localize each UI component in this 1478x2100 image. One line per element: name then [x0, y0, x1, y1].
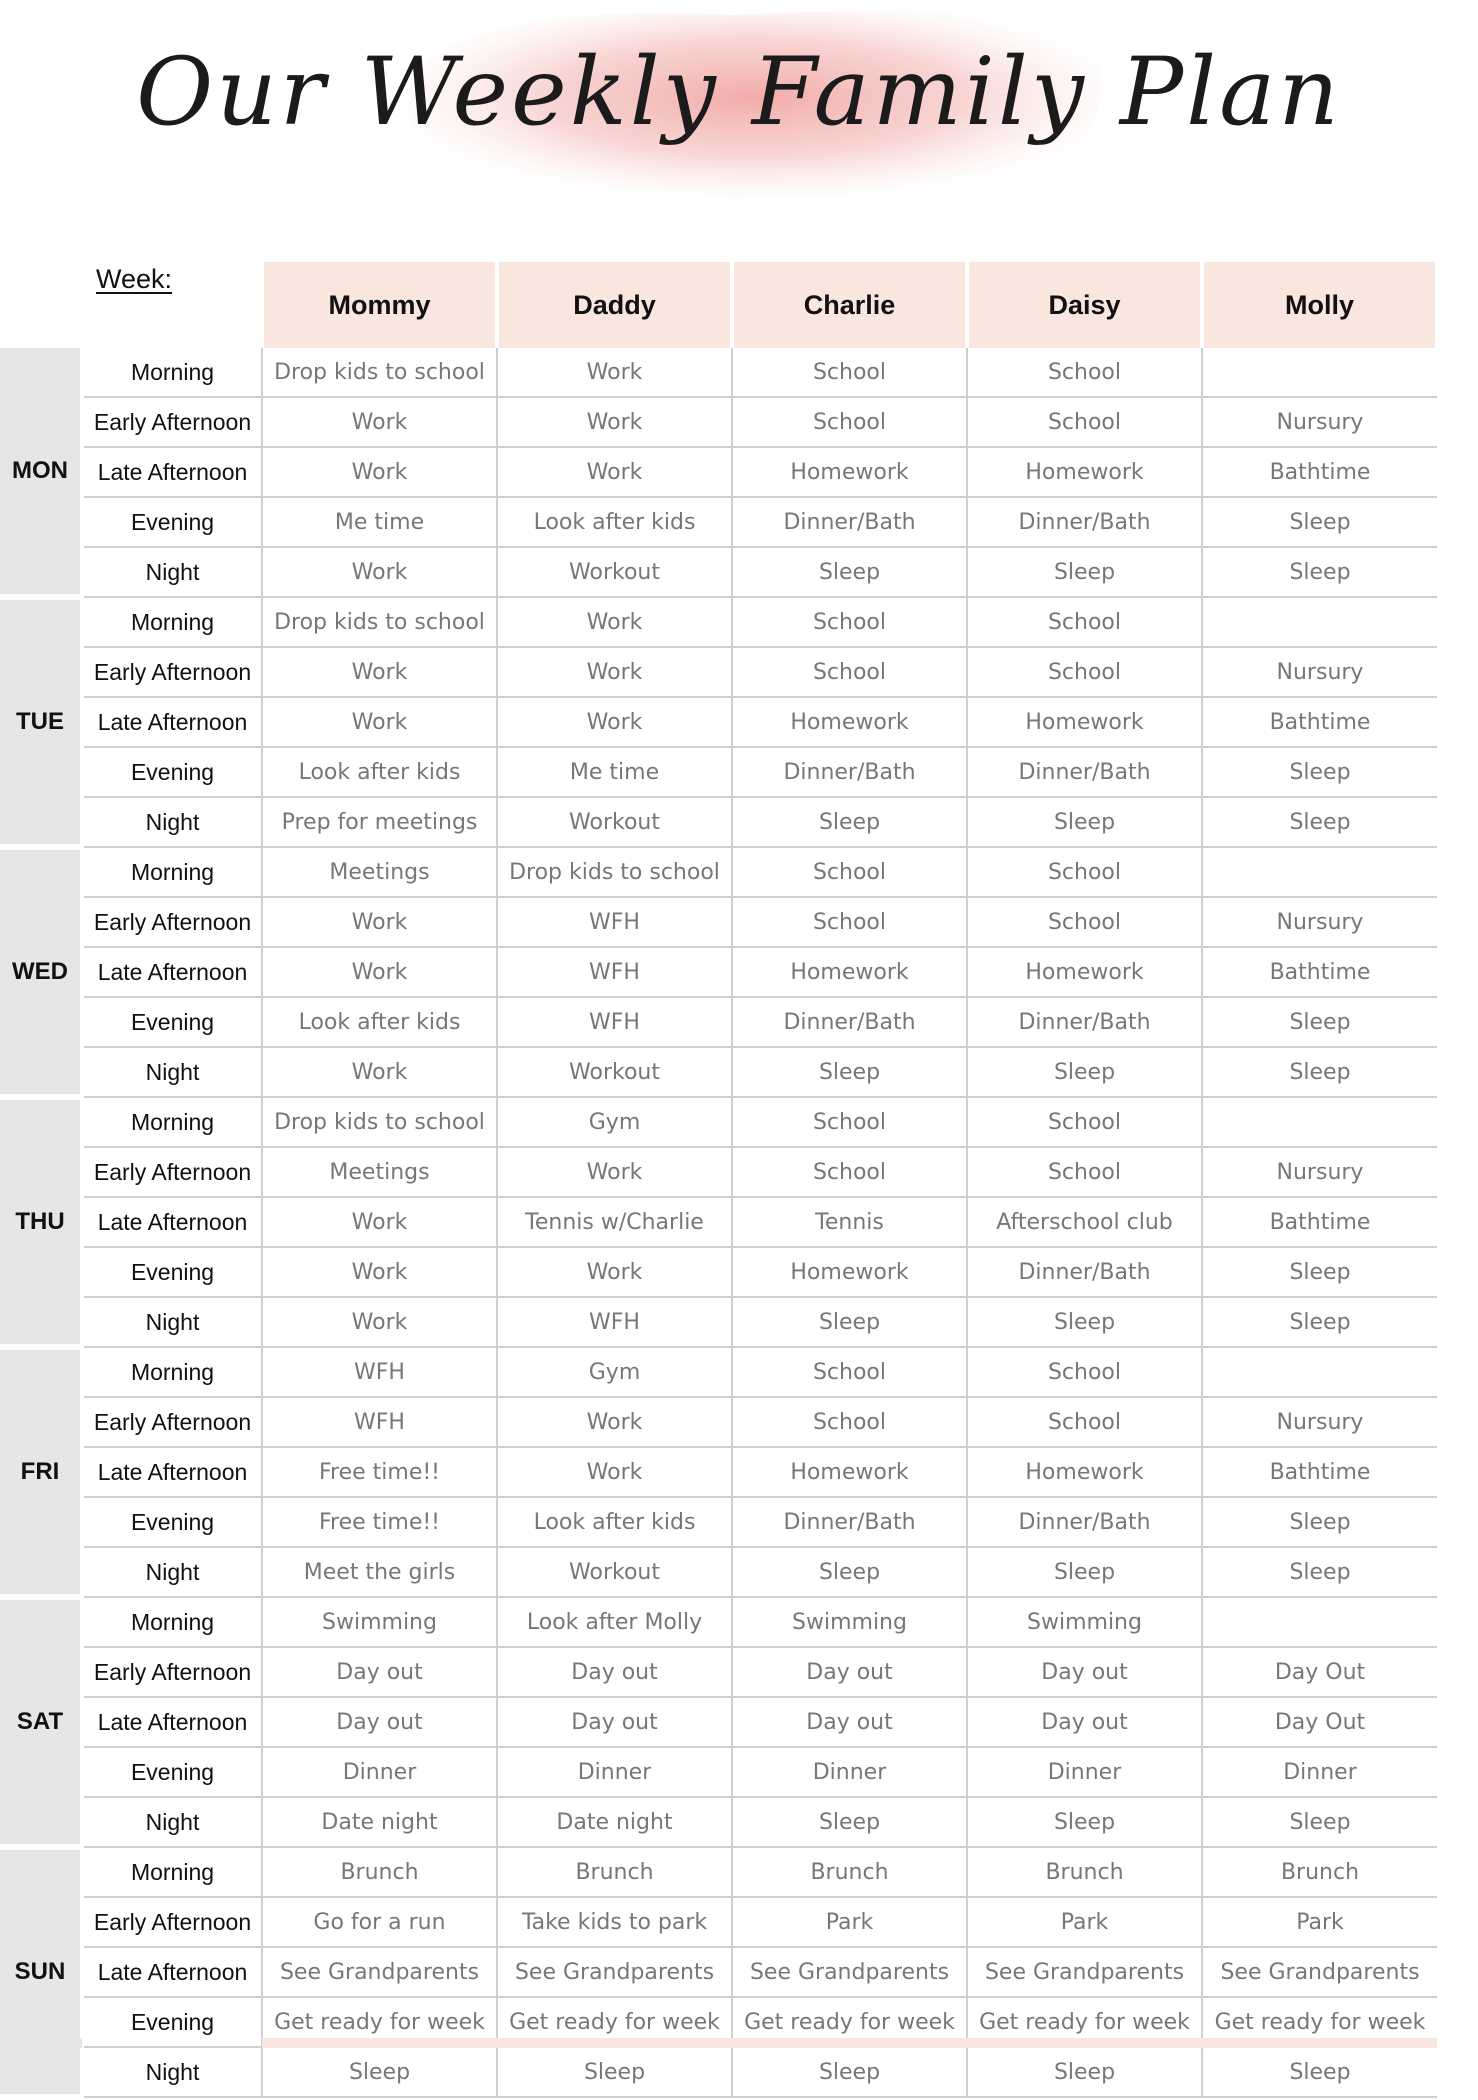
- plan-cell: Work: [262, 897, 497, 947]
- plan-cell: Drop kids to school: [262, 597, 497, 647]
- table-row: [0, 397, 1437, 447]
- plan-cell: Work: [497, 597, 732, 647]
- time-slot-label: Evening: [82, 1997, 262, 2047]
- plan-cell: School: [967, 1147, 1202, 1197]
- table-row: [0, 1547, 1437, 1597]
- time-slot-label: Morning: [82, 348, 262, 397]
- plan-cell: Sleep: [1202, 547, 1437, 597]
- plan-cell: Brunch: [497, 1847, 732, 1897]
- plan-cell: Sleep: [967, 1547, 1202, 1597]
- plan-cell: Tennis w/Charlie: [497, 1197, 732, 1247]
- plan-cell: School: [967, 897, 1202, 947]
- time-slot-label: Night: [82, 1047, 262, 1097]
- plan-cell: Park: [1202, 1897, 1437, 1947]
- time-slot-label: Early Afternoon: [82, 1647, 262, 1697]
- table-row: [0, 1497, 1437, 1547]
- plan-cell: [1202, 847, 1437, 897]
- table-row: [0, 647, 1437, 697]
- table-row: [0, 1647, 1437, 1697]
- plan-cell: Nursury: [1202, 1397, 1437, 1447]
- plan-cell: Day Out: [1202, 1697, 1437, 1747]
- time-slot-label: Evening: [82, 747, 262, 797]
- table-row: [0, 1397, 1437, 1447]
- plan-cell: [1202, 1347, 1437, 1397]
- time-slot-label: Evening: [82, 997, 262, 1047]
- time-slot-label: Late Afternoon: [82, 1947, 262, 1997]
- plan-cell: Sleep: [262, 2047, 497, 2097]
- plan-cell: Work: [497, 348, 732, 397]
- plan-cell: Nursury: [1202, 647, 1437, 697]
- plan-cell: [1202, 1597, 1437, 1647]
- plan-cell: Drop kids to school: [262, 1097, 497, 1147]
- plan-cell: Bathtime: [1202, 1197, 1437, 1247]
- time-slot-label: Night: [82, 1547, 262, 1597]
- plan-cell: See Grandparents: [262, 1947, 497, 1997]
- member-header: Charlie: [732, 262, 967, 348]
- plan-cell: WFH: [497, 897, 732, 947]
- time-slot-label: Evening: [82, 1747, 262, 1797]
- corner-cell: [82, 262, 262, 348]
- time-slot-label: Early Afternoon: [82, 1147, 262, 1197]
- table-row: [0, 847, 1437, 897]
- plan-cell: See Grandparents: [1202, 1947, 1437, 1997]
- plan-cell: Work: [497, 1447, 732, 1497]
- title-banner: [0, 0, 1478, 230]
- plan-cell: Dinner/Bath: [967, 1497, 1202, 1547]
- plan-cell: Work: [262, 1047, 497, 1097]
- week-label: Week:: [96, 264, 173, 294]
- table-row: [0, 597, 1437, 647]
- day-label: MON: [0, 348, 82, 597]
- plan-cell: Work: [262, 1197, 497, 1247]
- plan-cell: School: [732, 1397, 967, 1447]
- time-slot-label: Early Afternoon: [82, 1897, 262, 1947]
- plan-cell: Dinner: [732, 1747, 967, 1797]
- time-slot-label: Morning: [82, 1597, 262, 1647]
- plan-cell: School: [732, 597, 967, 647]
- plan-cell: School: [967, 1397, 1202, 1447]
- plan-cell: Sleep: [732, 797, 967, 847]
- table-row: [0, 1047, 1437, 1097]
- plan-cell: WFH: [262, 1347, 497, 1397]
- plan-cell: Work: [262, 547, 497, 597]
- plan-cell: See Grandparents: [497, 1947, 732, 1997]
- family-plan-table: [0, 262, 1439, 2100]
- plan-cell: Look after Molly: [497, 1597, 732, 1647]
- plan-cell: School: [732, 647, 967, 697]
- day-label: FRI: [0, 1347, 82, 1597]
- plan-cell: Sleep: [732, 1047, 967, 1097]
- plan-cell: Workout: [497, 547, 732, 597]
- plan-cell: Sleep: [1202, 747, 1437, 797]
- plan-cell: Sleep: [1202, 1047, 1437, 1097]
- plan-cell: Look after kids: [497, 497, 732, 547]
- plan-cell: School: [732, 348, 967, 397]
- plan-cell: Day out: [262, 1697, 497, 1747]
- time-slot-label: Night: [82, 1297, 262, 1347]
- plan-cell: School: [732, 847, 967, 897]
- plan-cell: Park: [967, 1897, 1202, 1947]
- time-slot-label: Morning: [82, 1847, 262, 1897]
- plan-cell: School: [967, 1347, 1202, 1397]
- plan-cell: Homework: [732, 697, 967, 747]
- plan-cell: Day out: [732, 1697, 967, 1747]
- plan-cell: Me time: [262, 497, 497, 547]
- plan-cell: Homework: [732, 447, 967, 497]
- plan-cell: Workout: [497, 1547, 732, 1597]
- time-slot-label: Night: [82, 1797, 262, 1847]
- table-row: [0, 1797, 1437, 1847]
- table-row: [0, 547, 1437, 597]
- plan-cell: Homework: [732, 947, 967, 997]
- plan-cell: Work: [497, 1247, 732, 1297]
- plan-cell: Workout: [497, 797, 732, 847]
- plan-cell: School: [967, 397, 1202, 447]
- plan-cell: Get ready for week: [1202, 1997, 1437, 2047]
- time-slot-label: Early Afternoon: [82, 647, 262, 697]
- day-label: SUN: [0, 1847, 82, 2097]
- table-row: [0, 1197, 1437, 1247]
- table-row: [0, 1347, 1437, 1397]
- plan-cell: Homework: [732, 1447, 967, 1497]
- plan-cell: Dinner/Bath: [732, 1497, 967, 1547]
- table-row: [0, 1747, 1437, 1797]
- time-slot-label: Early Afternoon: [82, 897, 262, 947]
- table-row: [0, 1097, 1437, 1147]
- plan-cell: Gym: [497, 1347, 732, 1397]
- plan-cell: Brunch: [967, 1847, 1202, 1897]
- plan-cell: Dinner/Bath: [732, 497, 967, 547]
- table-row: [0, 1147, 1437, 1197]
- plan-cell: [1202, 1097, 1437, 1147]
- plan-cell: Work: [497, 397, 732, 447]
- plan-cell: Work: [262, 697, 497, 747]
- plan-cell: Dinner: [497, 1747, 732, 1797]
- time-slot-label: Evening: [82, 1497, 262, 1547]
- plan-cell: Dinner/Bath: [732, 997, 967, 1047]
- time-slot-label: Late Afternoon: [82, 947, 262, 997]
- plan-cell: Meetings: [262, 1147, 497, 1197]
- plan-cell: Nursury: [1202, 897, 1437, 947]
- plan-cell: School: [967, 597, 1202, 647]
- plan-cell: School: [967, 348, 1202, 397]
- member-header: Mommy: [262, 262, 497, 348]
- table-row: [0, 1597, 1437, 1647]
- plan-cell: Get ready for week: [262, 1997, 497, 2047]
- plan-cell: Day out: [497, 1697, 732, 1747]
- plan-cell: Sleep: [967, 1047, 1202, 1097]
- header-row: [0, 262, 1437, 348]
- plan-cell: Day out: [967, 1647, 1202, 1697]
- plan-cell: Work: [497, 1147, 732, 1197]
- plan-cell: Work: [262, 1297, 497, 1347]
- plan-cell: Bathtime: [1202, 447, 1437, 497]
- time-slot-label: Morning: [82, 597, 262, 647]
- plan-cell: Homework: [967, 447, 1202, 497]
- plan-cell: Brunch: [1202, 1847, 1437, 1897]
- time-slot-label: Late Afternoon: [82, 697, 262, 747]
- table-row: [0, 1297, 1437, 1347]
- plan-cell: Nursury: [1202, 397, 1437, 447]
- plan-cell: Gym: [497, 1097, 732, 1147]
- time-slot-label: Morning: [82, 1347, 262, 1397]
- table-row: [0, 1447, 1437, 1497]
- plan-cell: Go for a run: [262, 1897, 497, 1947]
- table-row: [0, 897, 1437, 947]
- table-row: [0, 997, 1437, 1047]
- plan-cell: Work: [497, 647, 732, 697]
- plan-cell: [1202, 348, 1437, 397]
- plan-cell: Dinner: [1202, 1747, 1437, 1797]
- plan-cell: Prep for meetings: [262, 797, 497, 847]
- plan-cell: Afterschool club: [967, 1197, 1202, 1247]
- time-slot-label: Morning: [82, 847, 262, 897]
- member-header: Daisy: [967, 262, 1202, 348]
- time-slot-label: Evening: [82, 497, 262, 547]
- time-slot-label: Late Afternoon: [82, 1447, 262, 1497]
- time-slot-label: Late Afternoon: [82, 1697, 262, 1747]
- plan-cell: Bathtime: [1202, 1447, 1437, 1497]
- plan-cell: Meetings: [262, 847, 497, 897]
- plan-cell: Sleep: [1202, 997, 1437, 1047]
- plan-cell: Brunch: [262, 1847, 497, 1897]
- plan-cell: Drop kids to school: [262, 348, 497, 397]
- plan-cell: Work: [262, 647, 497, 697]
- plan-cell: Nursury: [1202, 1147, 1437, 1197]
- plan-cell: Get ready for week: [732, 1997, 967, 2047]
- plan-cell: Sleep: [497, 2047, 732, 2097]
- plan-cell: Sleep: [732, 2047, 967, 2097]
- plan-cell: Meet the girls: [262, 1547, 497, 1597]
- plan-cell: Sleep: [967, 797, 1202, 847]
- time-slot-label: Early Afternoon: [82, 1397, 262, 1447]
- plan-cell: Day out: [497, 1647, 732, 1697]
- plan-cell: Work: [262, 947, 497, 997]
- plan-cell: Sleep: [1202, 1797, 1437, 1847]
- table-row: [0, 497, 1437, 547]
- plan-cell: Sleep: [1202, 1297, 1437, 1347]
- plan-cell: WFH: [262, 1397, 497, 1447]
- plan-cell: Day out: [967, 1697, 1202, 1747]
- time-slot-label: Night: [82, 2047, 262, 2097]
- plan-cell: Sleep: [1202, 797, 1437, 847]
- plan-cell: Work: [262, 1247, 497, 1297]
- plan-cell: Day out: [732, 1647, 967, 1697]
- plan-cell: Me time: [497, 747, 732, 797]
- plan-cell: School: [732, 1347, 967, 1397]
- plan-cell: Work: [262, 447, 497, 497]
- plan-cell: Sleep: [732, 547, 967, 597]
- table-row: [0, 1697, 1437, 1747]
- plan-cell: Sleep: [1202, 497, 1437, 547]
- plan-cell: Dinner/Bath: [967, 997, 1202, 1047]
- plan-cell: School: [967, 647, 1202, 697]
- plan-cell: Get ready for week: [967, 1997, 1202, 2047]
- plan-cell: School: [732, 1097, 967, 1147]
- plan-cell: Sleep: [967, 2047, 1202, 2097]
- plan-cell: School: [967, 1097, 1202, 1147]
- plan-cell: Look after kids: [262, 747, 497, 797]
- page-title: Our Weekly Family Plan: [136, 38, 1342, 147]
- plan-cell: Sleep: [967, 547, 1202, 597]
- plan-cell: Sleep: [1202, 1247, 1437, 1297]
- corner-cell: [0, 262, 82, 348]
- plan-cell: Sleep: [732, 1297, 967, 1347]
- table-row: [0, 2047, 1437, 2097]
- plan-cell: Work: [497, 697, 732, 747]
- time-slot-label: Evening: [82, 1247, 262, 1297]
- plan-cell: Homework: [967, 697, 1202, 747]
- plan-cell: Brunch: [732, 1847, 967, 1897]
- table-row: [0, 1247, 1437, 1297]
- table-row: [0, 1847, 1437, 1897]
- plan-cell: School: [732, 397, 967, 447]
- table-row: [0, 1897, 1437, 1947]
- plan-cell: Sleep: [732, 1797, 967, 1847]
- plan-cell: See Grandparents: [967, 1947, 1202, 1997]
- plan-cell: Sleep: [967, 1297, 1202, 1347]
- plan-cell: Homework: [967, 947, 1202, 997]
- time-slot-label: Late Afternoon: [82, 447, 262, 497]
- plan-cell: Dinner/Bath: [732, 747, 967, 797]
- plan-cell: Dinner: [262, 1747, 497, 1797]
- member-header: Molly: [1202, 262, 1437, 348]
- plan-cell: Sleep: [1202, 2047, 1437, 2097]
- plan-cell: Free time!!: [262, 1497, 497, 1547]
- plan-cell: Tennis: [732, 1197, 967, 1247]
- time-slot-label: Late Afternoon: [82, 1197, 262, 1247]
- table-row: [0, 797, 1437, 847]
- plan-cell: Sleep: [732, 1547, 967, 1597]
- plan-cell: Date night: [262, 1797, 497, 1847]
- table-row: [0, 348, 1437, 397]
- table-row: [0, 697, 1437, 747]
- table-row: [0, 747, 1437, 797]
- plan-cell: Sleep: [1202, 1547, 1437, 1597]
- plan-cell: See Grandparents: [732, 1947, 967, 1997]
- plan-cell: Homework: [732, 1247, 967, 1297]
- plan-cell: Free time!!: [262, 1447, 497, 1497]
- plan-cell: Drop kids to school: [497, 847, 732, 897]
- plan-cell: Swimming: [967, 1597, 1202, 1647]
- plan-cell: Day Out: [1202, 1647, 1437, 1697]
- plan-cell: Dinner/Bath: [967, 497, 1202, 547]
- time-slot-label: Morning: [82, 1097, 262, 1147]
- plan-cell: WFH: [497, 997, 732, 1047]
- plan-cell: Look after kids: [262, 997, 497, 1047]
- plan-cell: Sleep: [1202, 1497, 1437, 1547]
- plan-cell: Work: [262, 397, 497, 447]
- plan-cell: Sleep: [967, 1797, 1202, 1847]
- plan-cell: WFH: [497, 947, 732, 997]
- plan-cell: Park: [732, 1897, 967, 1947]
- time-slot-label: Early Afternoon: [82, 397, 262, 447]
- plan-cell: Workout: [497, 1047, 732, 1097]
- plan-cell: Bathtime: [1202, 697, 1437, 747]
- plan-cell: Day out: [262, 1647, 497, 1697]
- plan-cell: Swimming: [262, 1597, 497, 1647]
- plan-cell: Dinner: [967, 1747, 1202, 1797]
- footer-strip-left: [0, 2038, 82, 2048]
- plan-cell: Take kids to park: [497, 1897, 732, 1947]
- plan-cell: WFH: [497, 1297, 732, 1347]
- plan-cell: Bathtime: [1202, 947, 1437, 997]
- table-row: [0, 1947, 1437, 1997]
- plan-cell: Work: [497, 447, 732, 497]
- member-header: Daddy: [497, 262, 732, 348]
- plan-cell: Dinner/Bath: [967, 747, 1202, 797]
- plan-cell: Dinner/Bath: [967, 1247, 1202, 1297]
- plan-cell: Get ready for week: [497, 1997, 732, 2047]
- plan-cell: School: [967, 847, 1202, 897]
- table-row: [0, 447, 1437, 497]
- plan-cell: Work: [497, 1397, 732, 1447]
- plan-cell: Swimming: [732, 1597, 967, 1647]
- plan-cell: Homework: [967, 1447, 1202, 1497]
- plan-cell: School: [732, 1147, 967, 1197]
- day-label: TUE: [0, 597, 82, 847]
- day-label: WED: [0, 847, 82, 1097]
- time-slot-label: Night: [82, 547, 262, 597]
- plan-cell: Look after kids: [497, 1497, 732, 1547]
- time-slot-label: Night: [82, 797, 262, 847]
- footer-strip: [262, 2038, 1437, 2048]
- plan-cell: Date night: [497, 1797, 732, 1847]
- table-row: [0, 947, 1437, 997]
- plan-cell: School: [732, 897, 967, 947]
- day-label: THU: [0, 1097, 82, 1347]
- plan-cell: [1202, 597, 1437, 647]
- day-label: SAT: [0, 1597, 82, 1847]
